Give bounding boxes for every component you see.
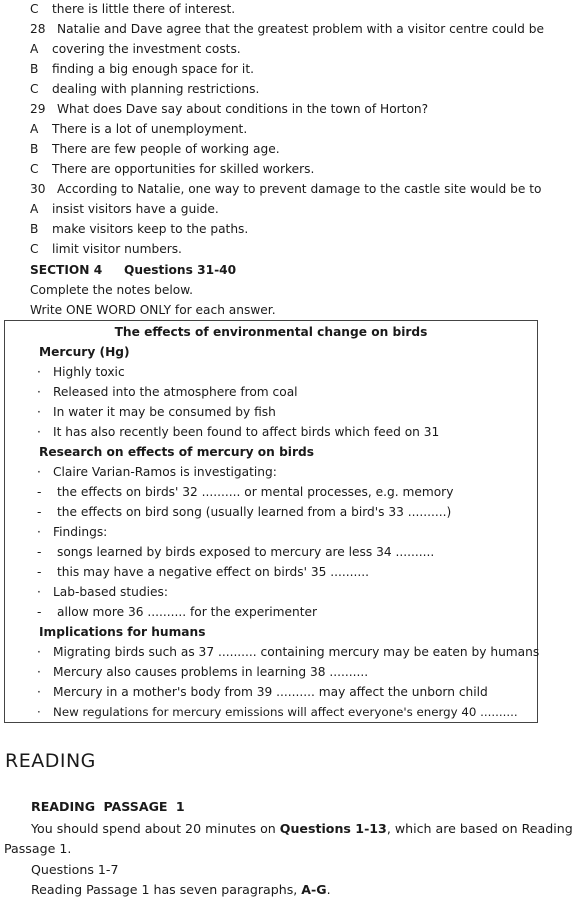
research-sub-item [37,543,434,561]
research-investigator [37,463,277,481]
mercury-item [37,423,439,441]
reading-instruction-continued: Passage 1. [4,841,72,856]
option-text: There is a lot of unemployment. [52,122,248,136]
option-letter: A [30,42,39,56]
implications-item [37,643,539,661]
mercury-item [37,403,276,421]
item-text: Findings: [53,525,108,539]
implications-item [37,703,518,721]
option-text: There are opportunities for skilled workers. [52,162,315,176]
q29-stem [30,100,428,118]
option-letter: C [30,82,39,96]
option-letter: B [30,142,39,156]
item-text: the effects on birds' 32 .......... or mental processes, e.g. memory [57,485,454,499]
q28-stem [30,20,544,38]
notes-box [4,320,538,723]
question-text: Natalie and Dave agree that the greatest problem with a visitor centre could be [57,22,545,36]
option-text: dealing with planning restrictions. [52,82,260,96]
question-number: 30 [30,182,46,196]
option-letter: C [30,242,39,256]
instruction-word-limit: Write ONE WORD ONLY for each answer. [30,303,276,317]
option-text: There are few people of working age. [52,142,280,156]
implications-item [37,663,368,681]
research-sub-item [37,503,451,521]
findings-label [37,523,107,541]
q30-stem [30,180,542,198]
bullet-icon: · [37,365,41,379]
instruction-text: Reading Passage 1 has seven paragraphs, [31,882,302,897]
instruction-emphasis: Questions 1-13 [279,821,387,836]
item-text: allow more 36 .......... for the experimenter [57,605,317,619]
item-text: It has also recently been found to affect birds which feed on 31 [53,425,440,439]
dash-icon: - [37,605,42,619]
instruction-complete: Complete the notes below. [30,283,193,297]
research-sub-item [37,563,369,581]
bullet-icon: · [37,425,41,439]
option-text: make visitors keep to the paths. [52,222,249,236]
dash-icon: - [37,485,42,499]
option-letter: B [30,62,39,76]
item-text: Migrating birds such as 37 .......... containing mercury may be eaten by humans [53,645,540,659]
option-letter: A [30,122,39,136]
dash-icon: - [37,505,42,519]
mercury-item [37,363,125,381]
item-text: songs learned by birds exposed to mercury are less 34 .......... [57,545,435,559]
lab-label [37,583,168,601]
section-questions: Questions 31-40 [124,263,237,277]
q30-option-a [30,200,219,218]
item-text: Lab-based studies: [53,585,168,599]
item-text: Claire Varian-Ramos is investigating: [53,465,277,479]
q29-option-c [30,160,314,178]
q30-option-b [30,220,248,238]
question-number: 29 [30,102,46,116]
bullet-icon: · [37,465,41,479]
implications-heading: Implications for humans [39,625,206,639]
section-4-heading [30,261,236,279]
q29-option-a [30,120,247,138]
bullet-icon: · [37,585,41,599]
instruction-text: You should spend about 20 minutes on [31,821,280,836]
research-sub-item [37,483,453,501]
option-letter: C [30,162,39,176]
instruction-emphasis: A-G [301,882,327,897]
instruction-text: , which are based on Reading [386,821,573,836]
paragraphs-instruction [31,880,331,899]
q28-option-b [30,60,254,78]
q30-option-c [30,240,182,258]
instruction-text: . [326,882,331,897]
reading-passage-heading: READING PASSAGE 1 [31,799,185,814]
item-text: Mercury in a mother's body from 39 .......... may affect the unborn child [53,685,488,699]
item-text: the effects on bird song (usually learned from a bird's 33 ..........) [57,505,452,519]
mercury-item [37,383,298,401]
research-sub-item [37,603,317,621]
option-text: covering the investment costs. [52,42,241,56]
q28-option-c [30,80,259,98]
q29-option-b [30,140,280,158]
bullet-icon: · [37,685,41,699]
research-heading: Research on effects of mercury on birds [39,445,314,459]
bullet-icon: · [37,705,41,719]
reading-title: READING [5,750,96,772]
item-text: Released into the atmosphere from coal [53,385,298,399]
item-text: this may have a negative effect on birds' 35 .......... [57,565,369,579]
option-letter: A [30,202,39,216]
option-text: insist visitors have a guide. [52,202,219,216]
bullet-icon: · [37,525,41,539]
option-letter: C [30,2,39,16]
bullet-icon: · [37,665,41,679]
option-text: there is little there of interest. [52,2,236,16]
reading-instruction [31,819,573,838]
dash-icon: - [37,545,42,559]
implications-item [37,683,488,701]
mercury-heading: Mercury (Hg) [39,345,130,359]
item-text: Mercury also causes problems in learning 38 .......... [53,665,369,679]
bullet-icon: · [37,645,41,659]
option-text: limit visitor numbers. [52,242,182,256]
item-text: New regulations for mercury emissions will affect everyone's energy 40 .......... [53,705,518,719]
q28-option-a [30,40,241,58]
section-label: SECTION 4 [30,263,103,277]
bullet-icon: · [37,405,41,419]
item-text: In water it may be consumed by fish [53,405,276,419]
q27-option-c [30,0,235,18]
item-text: Highly toxic [53,365,125,379]
notes-title: The effects of environmental change on birds [114,325,428,339]
questions-range: Questions 1-7 [31,862,119,877]
question-text: What does Dave say about conditions in the town of Horton? [57,102,429,116]
question-number: 28 [30,22,46,36]
question-text: According to Natalie, one way to prevent damage to the castle site would be to [57,182,542,196]
option-text: finding a big enough space for it. [52,62,254,76]
dash-icon: - [37,565,42,579]
bullet-icon: · [37,385,41,399]
option-letter: B [30,222,39,236]
